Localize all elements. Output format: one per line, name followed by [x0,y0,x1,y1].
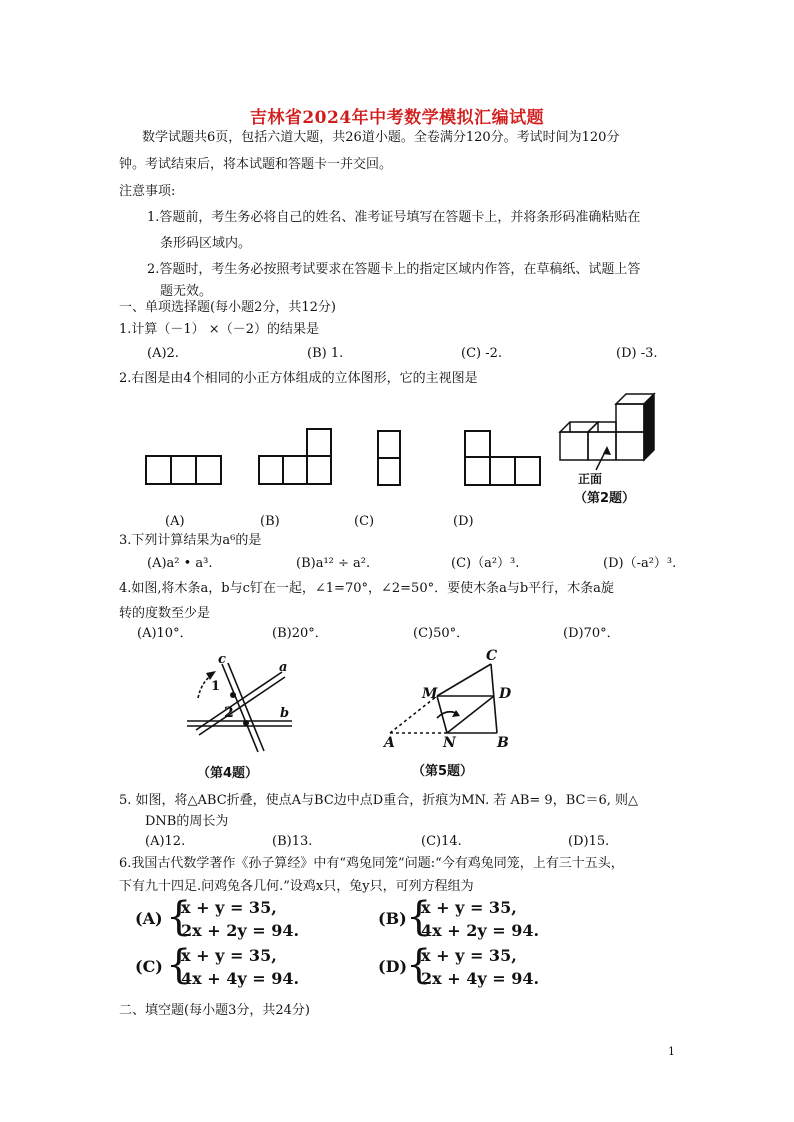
q3-option-a: (A)a² • a³. [147,556,213,571]
q2-front-label: 正面 [578,472,603,486]
q2-label-b: (B) [260,514,280,529]
q2-caption: （第2题） [574,491,636,506]
q6-option-b-eq1: x + y = 35, [421,898,517,917]
q4-caption: （第4题） [197,766,259,781]
intro-line-2: 钟。考试结束后，将本试题和答题卡一并交回。 [119,157,393,172]
q4-label-b: b [280,706,290,721]
q5-option-d: (D)15. [568,834,610,849]
q6-option-b-label: (B) [378,909,407,928]
q5-label-b: B [497,735,509,751]
q5-label-a: A [384,735,395,751]
q1-stem: 1.计算（－1） ×（－2）的结果是 [119,322,319,337]
section-1-heading: 一、单项选择题(每小题2分，共12分) [119,300,336,315]
q5-stem-line-1: 5. 如图，将△ABC折叠，使点A与BC边中点D重合，折痕为MN. 若 AB= 9，BC＝6, 则△ [119,793,638,808]
q4-option-a: (A)10°． [137,626,193,641]
note-2-line-1: 2.答题时，考生务必按照考试要求在答题卡上的指定区域内作答，在草稿纸、试题上答 [147,262,641,277]
q5-label-c: C [486,648,498,664]
q4-label-a: a [279,660,288,675]
q5-stem-line-2: DNB的周长为 [145,814,229,829]
q6-option-d-label: (D) [378,957,408,976]
q1-option-b: (B) 1. [307,346,344,361]
q6-option-a-eq2: 2x + 2y = 94. [181,921,300,940]
q4-stem-line-2: 转的度数至少是 [119,606,211,621]
q6-option-a-label: (A) [135,909,163,928]
q4-label-angle-1: 1 [211,679,221,694]
q6-stem-line-1: 6.我国古代数学著作《孙子算经》中有“鸡兔同笼”问题:“今有鸡兔同笼，上有三十五头， [119,856,624,871]
q6-option-c-eq2: 4x + 4y = 94. [181,969,300,988]
q6-option-c-eq1: x + y = 35, [181,946,277,965]
q4-stem-line-1: 4.如图,将木条a，b与c钉在一起，∠1=70°，∠2=50°．要使木条a与b平行，木条a旋 [119,581,614,596]
q6-option-d-eq2: 2x + 4y = 94. [421,969,540,988]
q6-option-d-brace: { [406,942,432,988]
q5-option-b: (B)13. [272,834,313,849]
q2-label-c: (C) [354,514,375,529]
q5-label-m: M [422,686,438,702]
q2-label-a: (A) [165,514,185,529]
q1-option-c: (C) -2. [461,346,503,361]
q5-label-d: D [499,686,512,702]
q5-caption: （第5题） [412,764,474,779]
q1-option-d: (D) -3. [616,346,658,361]
q6-option-c-brace: { [166,942,192,988]
note-1-line-1: 1.答题前，考生务必将自己的姓名、准考证号填写在答题卡上，并将条形码准确粘贴在 [147,210,641,225]
q6-option-a-brace: { [166,894,192,940]
q4-option-b: (B)20°． [272,626,328,641]
q6-stem-line-2: 下有九十四足.问鸡兔各几何.”设鸡x只，兔y只，可列方程组为 [119,879,474,894]
page-title: 吉林省2024年中考数学模拟汇编试题 [249,108,545,128]
q6-option-d-eq1: x + y = 35, [421,946,517,965]
note-2-line-2: 题无效。 [160,284,213,299]
section-2-heading: 二、填空题(每小题3分，共24分) [119,1003,310,1018]
q6-option-b-eq2: 4x + 2y = 94. [421,921,540,940]
q5-label-n: N [443,735,456,751]
q1-option-a: (A)2. [147,346,179,361]
q3-option-d: (D)（-a²）³. [603,556,677,571]
q4-option-c: (C)50°． [413,626,470,641]
q3-stem: 3.下列计算结果为a⁶的是 [119,533,262,548]
q4-label-c: c [218,652,226,667]
q4-label-angle-2: 2 [224,705,234,721]
q6-option-b-brace: { [406,894,432,940]
q4-option-d: (D)70°． [563,626,620,641]
intro-line-1: 数学试题共6页，包括六道大题，共26道小题。全卷满分120分。考试时间为120分 [142,130,620,145]
q5-option-c: (C)14. [421,834,462,849]
q6-option-c-label: (C) [135,957,163,976]
notes-heading: 注意事项: [119,184,176,199]
q5-option-a: (A)12. [145,834,186,849]
q6-option-a-eq1: x + y = 35, [181,898,277,917]
q3-option-c: (C)（a²）³. [451,556,520,571]
q2-stem: 2.右图是由4个相同的小正方体组成的立体图形，它的主视图是 [119,371,478,386]
page-number: 1 [668,1045,675,1058]
note-1-line-2: 条形码区域内。 [160,236,252,251]
q3-option-b: (B)a¹² ÷ a². [296,556,371,571]
q2-label-d: (D) [453,514,474,529]
